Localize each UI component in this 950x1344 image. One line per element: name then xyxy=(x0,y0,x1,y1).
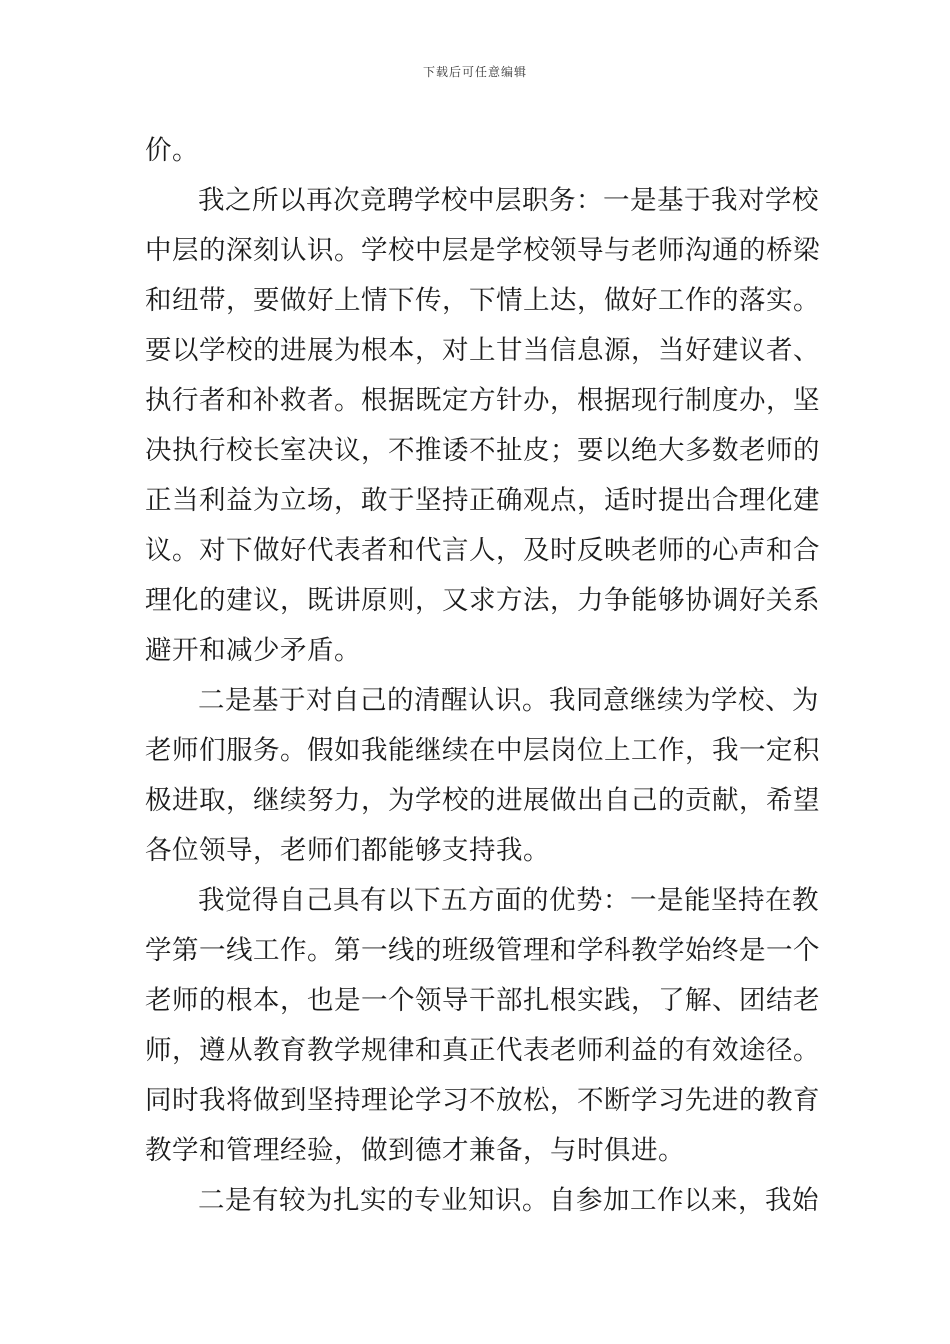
text-line: 学第一线工作。第一线的班级管理和学科教学始终是一个 xyxy=(145,935,820,966)
text-line: 中层的深刻认识。学校中层是学校领导与老师沟通的桥梁 xyxy=(145,235,820,266)
text-line: 极进取，继续努力，为学校的进展做出自己的贡献，希望 xyxy=(145,785,820,816)
text-line: 教学和管理经验，做到德才兼备，与时俱进。 xyxy=(145,1135,685,1166)
text-line: 议。对下做好代表者和代言人，及时反映老师的心声和合 xyxy=(145,535,820,566)
text-line: 老师们服务。假如我能继续在中层岗位上工作，我一定积 xyxy=(145,735,820,766)
text-line: 避开和减少矛盾。 xyxy=(145,635,361,666)
text-line: 我觉得自己具有以下五方面的优势：一是能坚持在教 xyxy=(198,885,819,916)
text-line: 师，遵从教育教学规律和真正代表老师利益的有效途径。 xyxy=(145,1035,820,1066)
text-line: 各位领导，老师们都能够支持我。 xyxy=(145,835,550,866)
body-text xyxy=(145,126,820,1226)
text-line: 价。 xyxy=(145,135,199,166)
text-line: 决执行校长室决议，不推诿不扯皮；要以绝大多数老师的 xyxy=(145,435,820,466)
text-line: 老师的根本，也是一个领导干部扎根实践，了解、团结老 xyxy=(145,985,820,1016)
text-line: 我之所以再次竞聘学校中层职务：一是基于我对学校 xyxy=(198,185,819,216)
page-header: 下载后可任意编辑 xyxy=(422,65,527,79)
text-line: 二是基于对自己的清醒认识。我同意继续为学校、为 xyxy=(198,685,819,716)
text-line: 执行者和补救者。根据既定方针办，根据现行制度办，坚 xyxy=(145,385,820,416)
text-line: 二是有较为扎实的专业知识。自参加工作以来，我始 xyxy=(198,1185,819,1216)
text-line: 和纽带，要做好上情下传，下情上达，做好工作的落实。 xyxy=(145,285,820,316)
text-line: 要以学校的进展为根本，对上甘当信息源，当好建议者、 xyxy=(145,335,820,366)
text-line: 理化的建议，既讲原则，又求方法，力争能够协调好关系 xyxy=(145,585,820,616)
text-line: 同时我将做到坚持理论学习不放松，不断学习先进的教育 xyxy=(145,1085,820,1116)
text-line: 正当利益为立场，敢于坚持正确观点，适时提出合理化建 xyxy=(145,485,820,516)
